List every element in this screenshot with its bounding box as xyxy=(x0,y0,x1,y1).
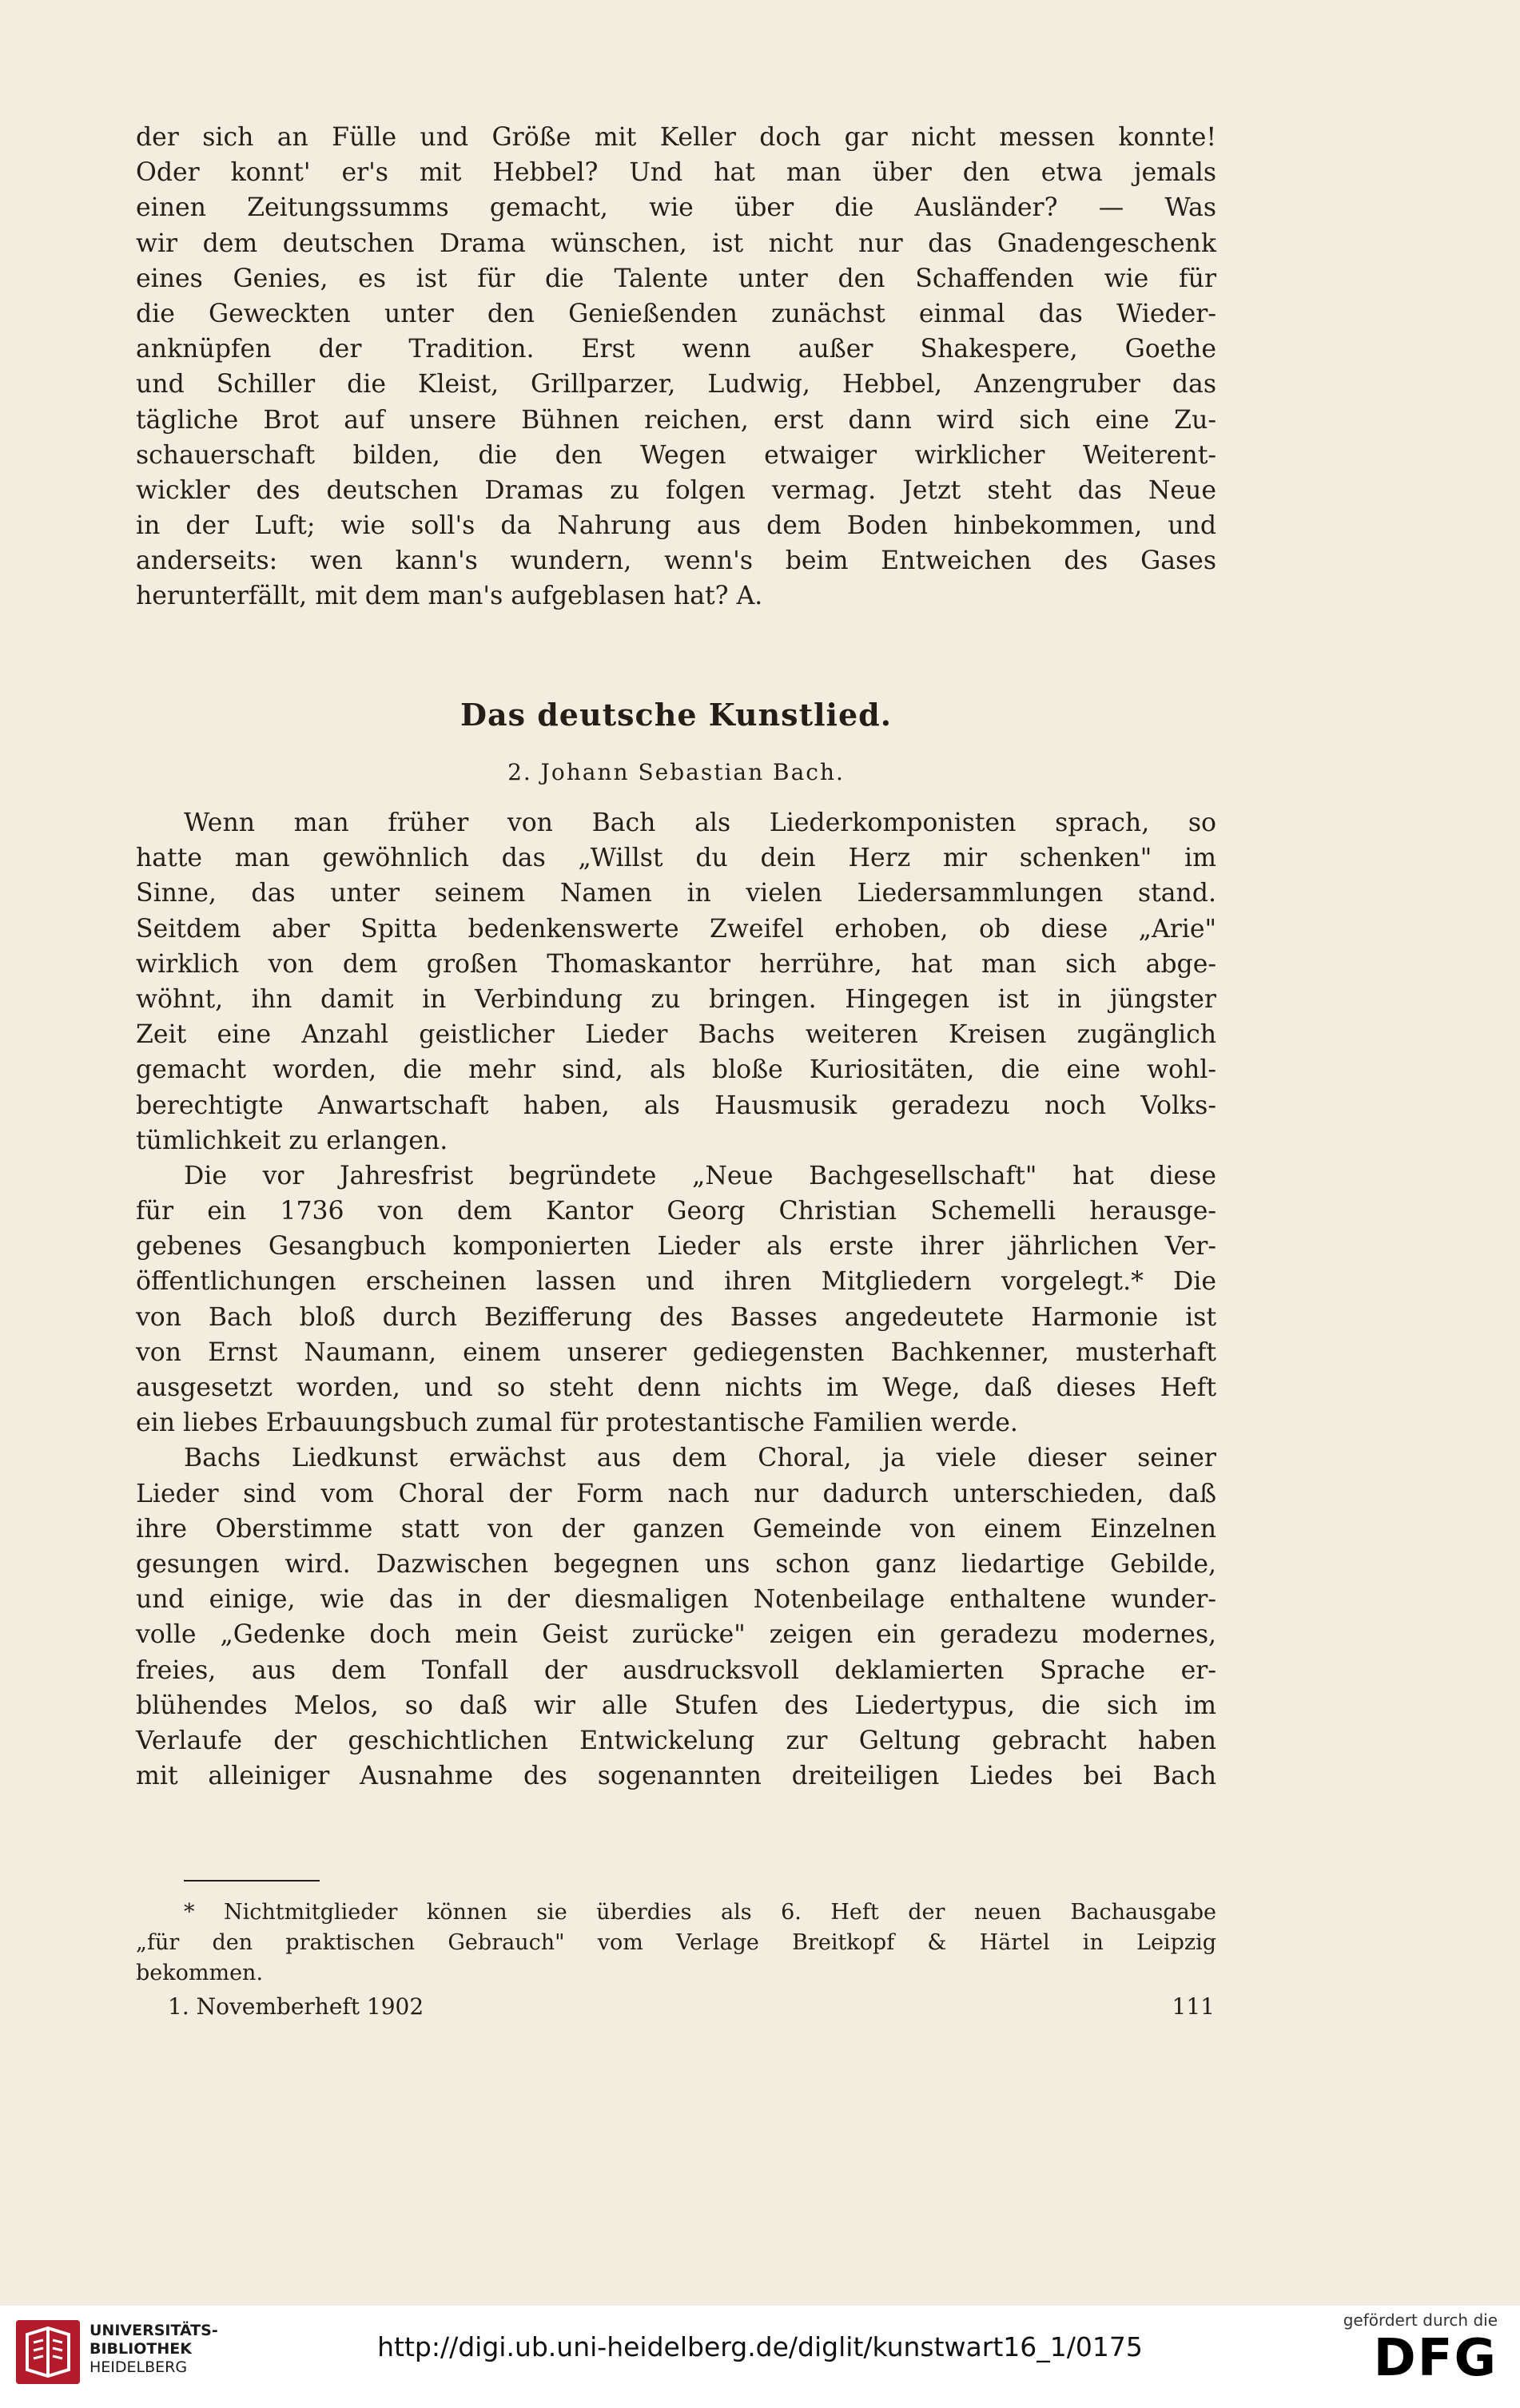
text-line: anknüpfen der Tradition. Erst wenn außer Shakespere, Goethe xyxy=(136,335,1216,364)
text-line: schauerschaft bilden, die den Wegen etwaiger wirklicher Weiterent- xyxy=(136,440,1216,470)
text-line-with-signature xyxy=(136,578,1216,614)
library-line-3: HEIDELBERG xyxy=(90,2358,188,2376)
text-line: die Geweckten unter den Genießenden zunächst einmal das Wieder- xyxy=(136,299,1216,328)
text-line: wir dem deutschen Drama wünschen, ist nicht nur das Gnadengeschenk xyxy=(136,228,1216,258)
text-line: für ein 1736 von dem Kantor Georg Christian Schemelli herausge- xyxy=(136,1197,1216,1226)
text-line: Verlaufe der geschichtlichen Entwickelung zur Geltung gebracht haben xyxy=(136,1726,1216,1755)
article-body xyxy=(136,805,1216,1794)
text-line: mit alleiniger Ausnahme des sogenannten dreiteiligen Liedes bei Bach xyxy=(136,1762,1216,1791)
text-line: Zeit eine Anzahl geistlicher Lieder Bachs weiteren Kreisen zugänglich xyxy=(136,1020,1216,1050)
footnote-line: „für den praktischen Gebrauch" vom Verlage Breitkopf & Härtel in Leipzig xyxy=(136,1930,1216,1955)
text-line: volle „Gedenke doch mein Geist zurücke" zeigen ein geradezu modernes, xyxy=(136,1620,1216,1650)
text-line: gemacht worden, die mehr sind, als bloße Kuriositäten, die eine wohl- xyxy=(136,1055,1216,1085)
issue-label: 1. Novemberheft 1902 xyxy=(168,1993,424,2020)
text-line: freies, aus dem Tonfall der ausdrucksvoll deklamierten Sprache er- xyxy=(136,1655,1216,1685)
text-line: Sinne, das unter seinem Namen in vielen Liedersammlungen stand. xyxy=(136,879,1216,908)
text-line: Bachs Liedkunst erwächst aus dem Choral, ja viele dieser seiner xyxy=(184,1444,1216,1473)
text-line: Oder konnt' er's mit Hebbel? Und hat man über den etwa jemals xyxy=(136,158,1216,188)
text-line: gebenes Gesangbuch komponierten Lieder als erste ihrer jährlichen Ver- xyxy=(136,1232,1216,1262)
text-line: Seitdem aber Spitta bedenkenswerte Zweifel erhoben, ob diese „Arie" xyxy=(136,914,1216,944)
text-line: ein liebes Erbauungsbuch zumal für protestantische Familien werde. xyxy=(136,1409,1018,1438)
text-line: einen Zeitungssumms gemacht, wie über die Ausländer? — Was xyxy=(136,193,1216,223)
author-signature: A. xyxy=(736,582,763,611)
page-footer xyxy=(168,1993,1215,2020)
text-line: Lieder sind vom Choral der Form nach nur dadurch unterschieden, daß xyxy=(136,1479,1216,1508)
closing-paragraph xyxy=(136,120,1216,614)
dfg-logo: DFG xyxy=(1373,2329,1498,2388)
text-line: ausgesetzt worden, und so steht denn nichts im Wege, daß dieses Heft xyxy=(136,1373,1216,1402)
text-line: wöhnt, ihn damit in Verbindung zu bringen. Hingegen ist in jüngster xyxy=(136,984,1216,1014)
article-subtitle: 2. Johann Sebastian Bach. xyxy=(507,759,845,785)
text-line: eines Genies, es ist für die Talente unter den Schaffenden wie für xyxy=(136,264,1216,293)
text-line: ihre Oberstimme statt von der ganzen Gemeinde von einem Einzelnen xyxy=(136,1514,1216,1544)
footnote-line: bekommen. xyxy=(136,1961,264,1985)
library-line-1: UNIVERSITÄTS- xyxy=(90,2322,218,2339)
text-line: wirklich von dem großen Thomaskantor herrühre, hat man sich abge- xyxy=(136,949,1216,979)
page-content xyxy=(136,120,1216,2020)
text-line: der sich an Fülle und Größe mit Keller doch gar nicht messen konnte! xyxy=(136,123,1216,152)
text-line: gesungen wird. Dazwischen begegnen uns schon ganz liedartige Gebilde, xyxy=(136,1549,1216,1579)
text-line: tümlichkeit zu erlangen. xyxy=(136,1126,448,1155)
text-line: und einige, wie das in der diesmaligen Notenbeilage enthaltene wunder- xyxy=(136,1585,1216,1615)
funding-note: gefördert durch die xyxy=(1343,2311,1498,2330)
library-line-2: BIBLIOTHEK xyxy=(90,2340,192,2358)
page-number: 111 xyxy=(1172,1993,1215,2020)
footnote-line: * Nichtmitglieder können sie überdies als 6. Heft der neuen Bachausgabe xyxy=(184,1900,1216,1925)
text-line: tägliche Brot auf unsere Bühnen reichen, erst dann wird sich eine Zu- xyxy=(136,405,1216,435)
text-line: anderseits: wen kann's wundern, wenn's beim Entweichen des Gases xyxy=(136,546,1216,576)
text-line: wickler des deutschen Dramas zu folgen vermag. Jetzt steht das Neue xyxy=(136,475,1216,505)
text-line: blühendes Melos, so daß wir alle Stufen des Liedertypus, die sich im xyxy=(136,1691,1216,1720)
footnote-divider xyxy=(184,1880,320,1881)
permalink-url[interactable]: http://digi.ub.uni-heidelberg.de/diglit/kunstwart16_1/0175 xyxy=(377,2331,1143,2362)
text-line: von Ernst Naumann, einem unserer gediegensten Bachkenner, musterhaft xyxy=(136,1337,1216,1367)
funding-credit[interactable] xyxy=(1338,2311,1498,2388)
last-line-text: herunterfällt, mit dem man's aufgeblasen hat? xyxy=(136,582,729,611)
footnote xyxy=(136,1897,1216,1989)
article-title: Das deutsche Kunstlied. xyxy=(460,697,892,733)
text-line: und Schiller die Kleist, Grillparzer, Ludwig, Hebbel, Anzengruber das xyxy=(136,370,1216,399)
text-line: Wenn man früher von Bach als Liederkomponisten sprach, so xyxy=(184,809,1216,837)
text-line: öffentlichungen erscheinen lassen und ihren Mitgliedern vorgelegt.* Die xyxy=(136,1267,1216,1297)
text-line: Die vor Jahresfrist begründete „Neue Bachgesellschaft" hat diese xyxy=(184,1161,1216,1190)
text-line: hatte man gewöhnlich das „Willst du dein Herz mir schenken" im xyxy=(136,844,1216,873)
text-line: in der Luft; wie soll's da Nahrung aus dem Boden hinbekommen, und xyxy=(136,511,1216,541)
text-line: berechtigte Anwartschaft haben, als Hausmusik geradezu noch Volks- xyxy=(136,1091,1216,1120)
text-line: von Bach bloß durch Bezifferung des Basses angedeutete Harmonie ist xyxy=(136,1302,1216,1332)
